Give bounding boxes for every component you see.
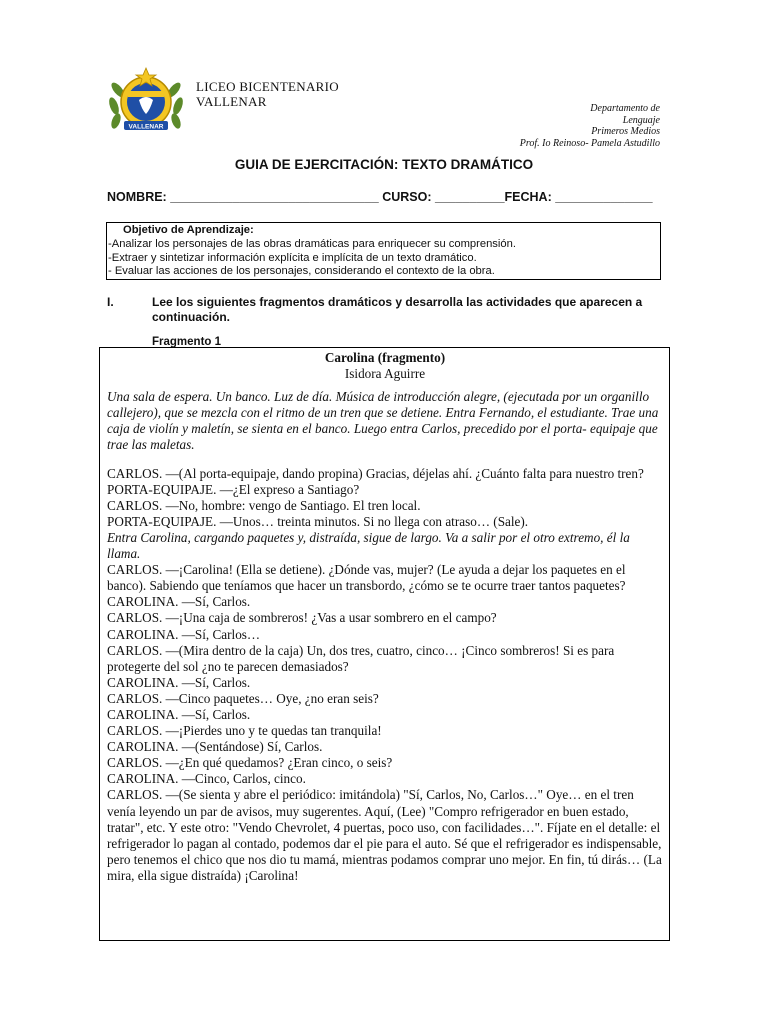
stage-direction: Una sala de espera. Un banco. Luz de día. Música de introducción alegre, (ejecutada por un organillo callejero), que se mezcla con el ritmo de un tren que se detiene. Entra Fernando, el estudiante. Trae una caja de violín y maletín, se sienta en el banco. Luego entra Carlos, precedido por el porta- equipaje que trae las maletas. bbox=[107, 389, 659, 453]
dept-line-1: Departamento de bbox=[590, 103, 660, 114]
school-name bbox=[196, 79, 339, 109]
play-title: Carolina (fragmento) bbox=[324, 350, 446, 365]
dialogue-line: CAROLINA. —(Sentándose) Sí, Carlos. bbox=[107, 739, 323, 755]
instruction-number: I. bbox=[107, 295, 114, 309]
stage-direction-line: Entra Carolina, cargando paquetes y, distraída, sigue de largo. Va a salir por el otro extremo, él la llama. bbox=[107, 529, 630, 562]
logo-text: VALLENAR bbox=[128, 123, 164, 131]
dialogue-line: CARLOS. —Cinco paquetes… Oye, ¿no eran seis? bbox=[107, 690, 379, 706]
dialogue-line: CARLOS. —(Se sienta y abre el periódico: imitándola) "Sí, Carlos, No, Carlos…" Oye… en el tren venía leyendo un par de avisos, muy sugerentes. Aquí, (Lee) "Compro refrigerador en buen estado, tratar", etc. Y este otro: "Vendo Chevrolet, 4 puertas, poco uso, con facilidades…". Fíjate en el detalle: el refrigerador lo pagan al contado, podemos dar el pie para el auto. Sé que el refrigerador es indispensable, pero tenemos el chico que nos dio tu mamá, mientras podamos comprar uno mejor. En fin, tú dirás… (La mira, ella sigue distraída) ¡Carolina! bbox=[107, 787, 662, 883]
dialogue-line: CAROLINA. —Sí, Carlos… bbox=[107, 626, 261, 642]
student-fields-line: NOMBRE: ______________________________ CURSO: __________FECHA: ______________ bbox=[107, 190, 653, 204]
objective-heading: Objetivo de Aprendizaje: bbox=[123, 224, 254, 236]
dialogue-line: CAROLINA. —Sí, Carlos. bbox=[107, 706, 251, 722]
dialogue-line: CARLOS. —¿En qué quedamos? ¿Eran cinco, o seis? bbox=[107, 755, 393, 771]
dialogue-line: PORTA-EQUIPAJE. —¿El expreso a Santiago? bbox=[107, 481, 360, 497]
objective-item-1: -Analizar los personajes de las obras dramáticas para enriquecer su comprensión. bbox=[108, 237, 516, 250]
dialogue-line: CARLOS. —¡Una caja de sombreros! ¿Vas a usar sombrero en el campo? bbox=[107, 610, 497, 626]
page-title: GUIA DE EJERCITACIÓN: TEXTO DRAMÁTICO bbox=[234, 157, 534, 172]
dept-line-3: Primeros Medios bbox=[591, 126, 660, 137]
objective-item-3: - Evaluar las acciones de los personajes, considerando el contexto de la obra. bbox=[108, 265, 495, 278]
objective-box bbox=[106, 222, 661, 280]
dialogue-line: PORTA-EQUIPAJE. —Unos… treinta minutos. Si no llega con atraso… (Sale). bbox=[107, 513, 529, 529]
department-info bbox=[520, 103, 660, 149]
dept-line-4: Prof. Io Reinoso- Pamela Astudillo bbox=[519, 137, 660, 149]
school-logo bbox=[106, 66, 186, 134]
play-author: Isidora Aguirre bbox=[344, 366, 426, 382]
dialogue-line: CAROLINA. —Sí, Carlos. bbox=[107, 594, 251, 610]
objective-item-2: -Extraer y sintetizar información explícita e implícita de un texto dramático. bbox=[108, 251, 477, 264]
dialogue-line: CARLOS. —¡Pierdes uno y te quedas tan tranquila! bbox=[107, 723, 382, 739]
dialogue-line: CARLOS. —(Mira dentro de la caja) Un, dos tres, cuatro, cinco… ¡Cinco sombreros! Si es para protegerte del sol ¿no te parecen demasiados? bbox=[107, 642, 615, 674]
dept-line-2: Lenguaje bbox=[622, 114, 660, 126]
dialogue-line: CAROLINA. —Sí, Carlos. bbox=[107, 674, 251, 690]
dialogue-line: CARLOS. —No, hombre: vengo de Santiago. El tren local. bbox=[107, 497, 421, 513]
play-text-box bbox=[99, 347, 670, 941]
school-name-line2: VALLENAR bbox=[196, 94, 267, 109]
dialogue-line: CARLOS. —¡Carolina! (Ella se detiene). ¿Dónde vas, mujer? (Le ayuda a dejar los paquetes en el banco). Sabiendo que teníamos que hacer un transbordo, ¿cómo se te ocurre traer tantos paquetes? bbox=[107, 562, 626, 594]
school-name-line1: LICEO BICENTENARIO bbox=[196, 79, 339, 94]
instruction-text: Lee los siguientes fragmentos dramáticos y desarrolla las actividades que aparecen a continuación. bbox=[152, 295, 643, 324]
fragment-label: Fragmento 1 bbox=[152, 336, 222, 348]
dialogue-line: CARLOS. —(Al porta-equipaje, dando propina) Gracias, déjelas ahí. ¿Cuánto falta para nuestro tren? bbox=[107, 465, 644, 481]
dialogue-line: CAROLINA. —Cinco, Carlos, cinco. bbox=[107, 771, 306, 787]
